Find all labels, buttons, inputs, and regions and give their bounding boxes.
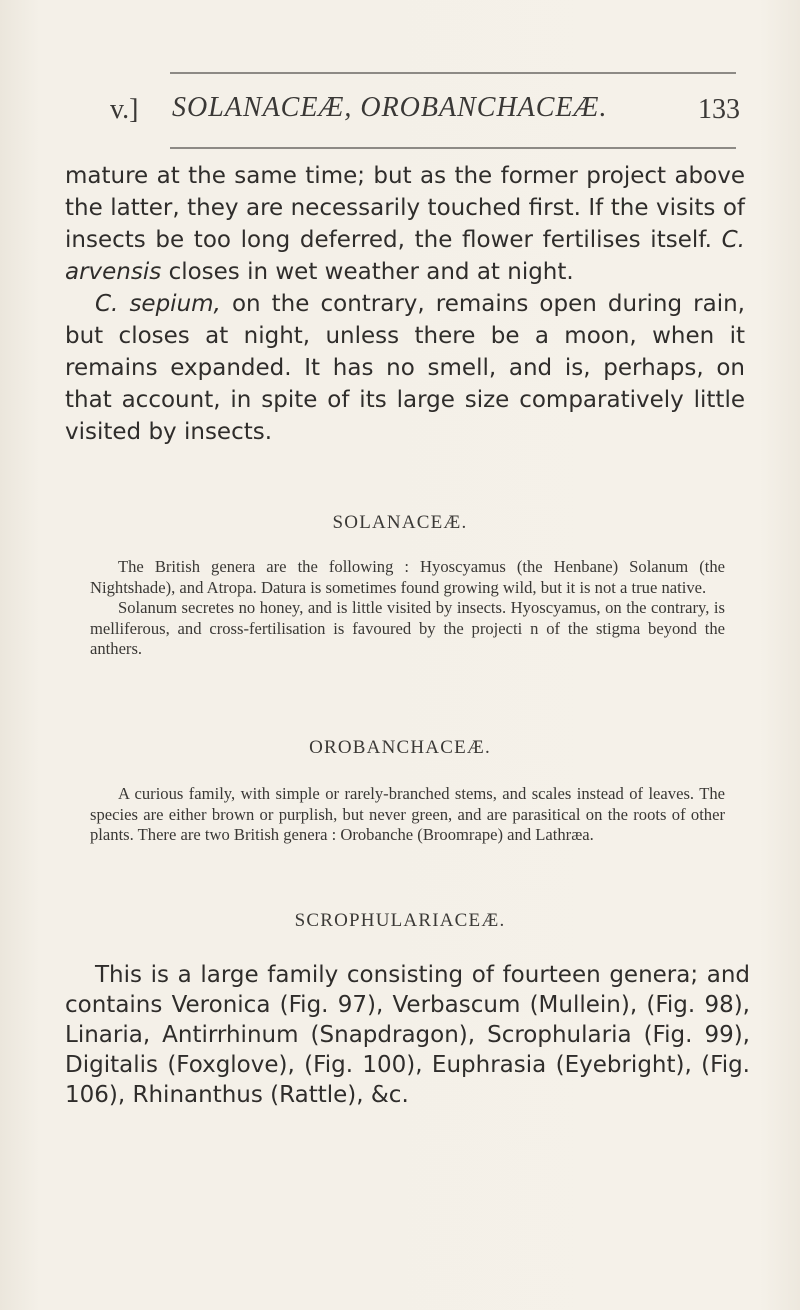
page-number: 133 [698,94,740,125]
species-name: C. arvensis [65,227,745,285]
top-text-block [65,160,745,448]
running-title: SOLANACEÆ, OROBANCHACEÆ. [172,92,608,123]
section-heading-orobanchaceae: OROBANCHACEÆ. [309,737,491,758]
section-heading-solanaceae: SOLANACEÆ. [332,512,468,533]
paragraph-convolvulus-2 [65,288,745,448]
paragraph-convolvulus-1 [65,160,745,288]
paragraph-solanaceae-2: Solanum secretes no honey, and is little visited by insects. Hyoscyamus, on the contrary, is melliferous, and cross-fertilisation is favoured by the projecti n of the stigma beyond the anthers. [90,598,725,658]
solanaceae-text-block [90,557,725,660]
section-heading-scrophulariaceae: SCROPHULARIACEÆ. [294,910,506,931]
paragraph-text: mature at the same time; but as the former project above the latter, they are necessarily touched first. If the visits of insects be too long deferred, the flower fertilises itself. [65,163,745,253]
header-rule-top [170,72,736,74]
paragraph-text: on the contrary, remains open during rain, but closes at night, unless there be a moon, when it remains expanded. It has no smell, and is, perhaps, on that account, in spite of its large size comparatively little visited by insects. [65,291,745,445]
species-name: C. sepium, [95,291,221,317]
chapter-marker: v.] [110,94,139,125]
paragraph-text: closes in wet weather and at night. [168,259,574,285]
header-rule-bottom [170,147,736,149]
paragraph-orobanchaceae-1: A curious family, with simple or rarely-branched stems, and scales instead of leaves. The species are either brown or purplish, but never green, and are parasitical on the roots of other plants. There are two British genera : Orobanche (Broomrape) and Lathræa. [90,784,725,844]
paragraph-scrophulariaceae-1: This is a large family consisting of fourteen genera; and contains Veronica (Fig. 97), Verbascum (Mullein), (Fig. 98), Linaria, Antirrhinum (Snapdragon), Scrophularia (Fig. 99), Digitalis (Foxglove), (Fig. 100), Euphrasia (Eyebright), (Fig. 106), Rhinanthus (Rattle), &c. [65,962,750,1108]
paragraph-solanaceae-1: The British genera are the following : Hyoscyamus (the Henbane) Solanum (the Nightshade), and Atropa. Datura is sometimes found growing wild, but it is not a true native. [90,557,725,597]
scrophulariaceae-text-block [65,960,750,1110]
orobanchaceae-text-block [90,784,725,846]
running-head [110,92,740,132]
